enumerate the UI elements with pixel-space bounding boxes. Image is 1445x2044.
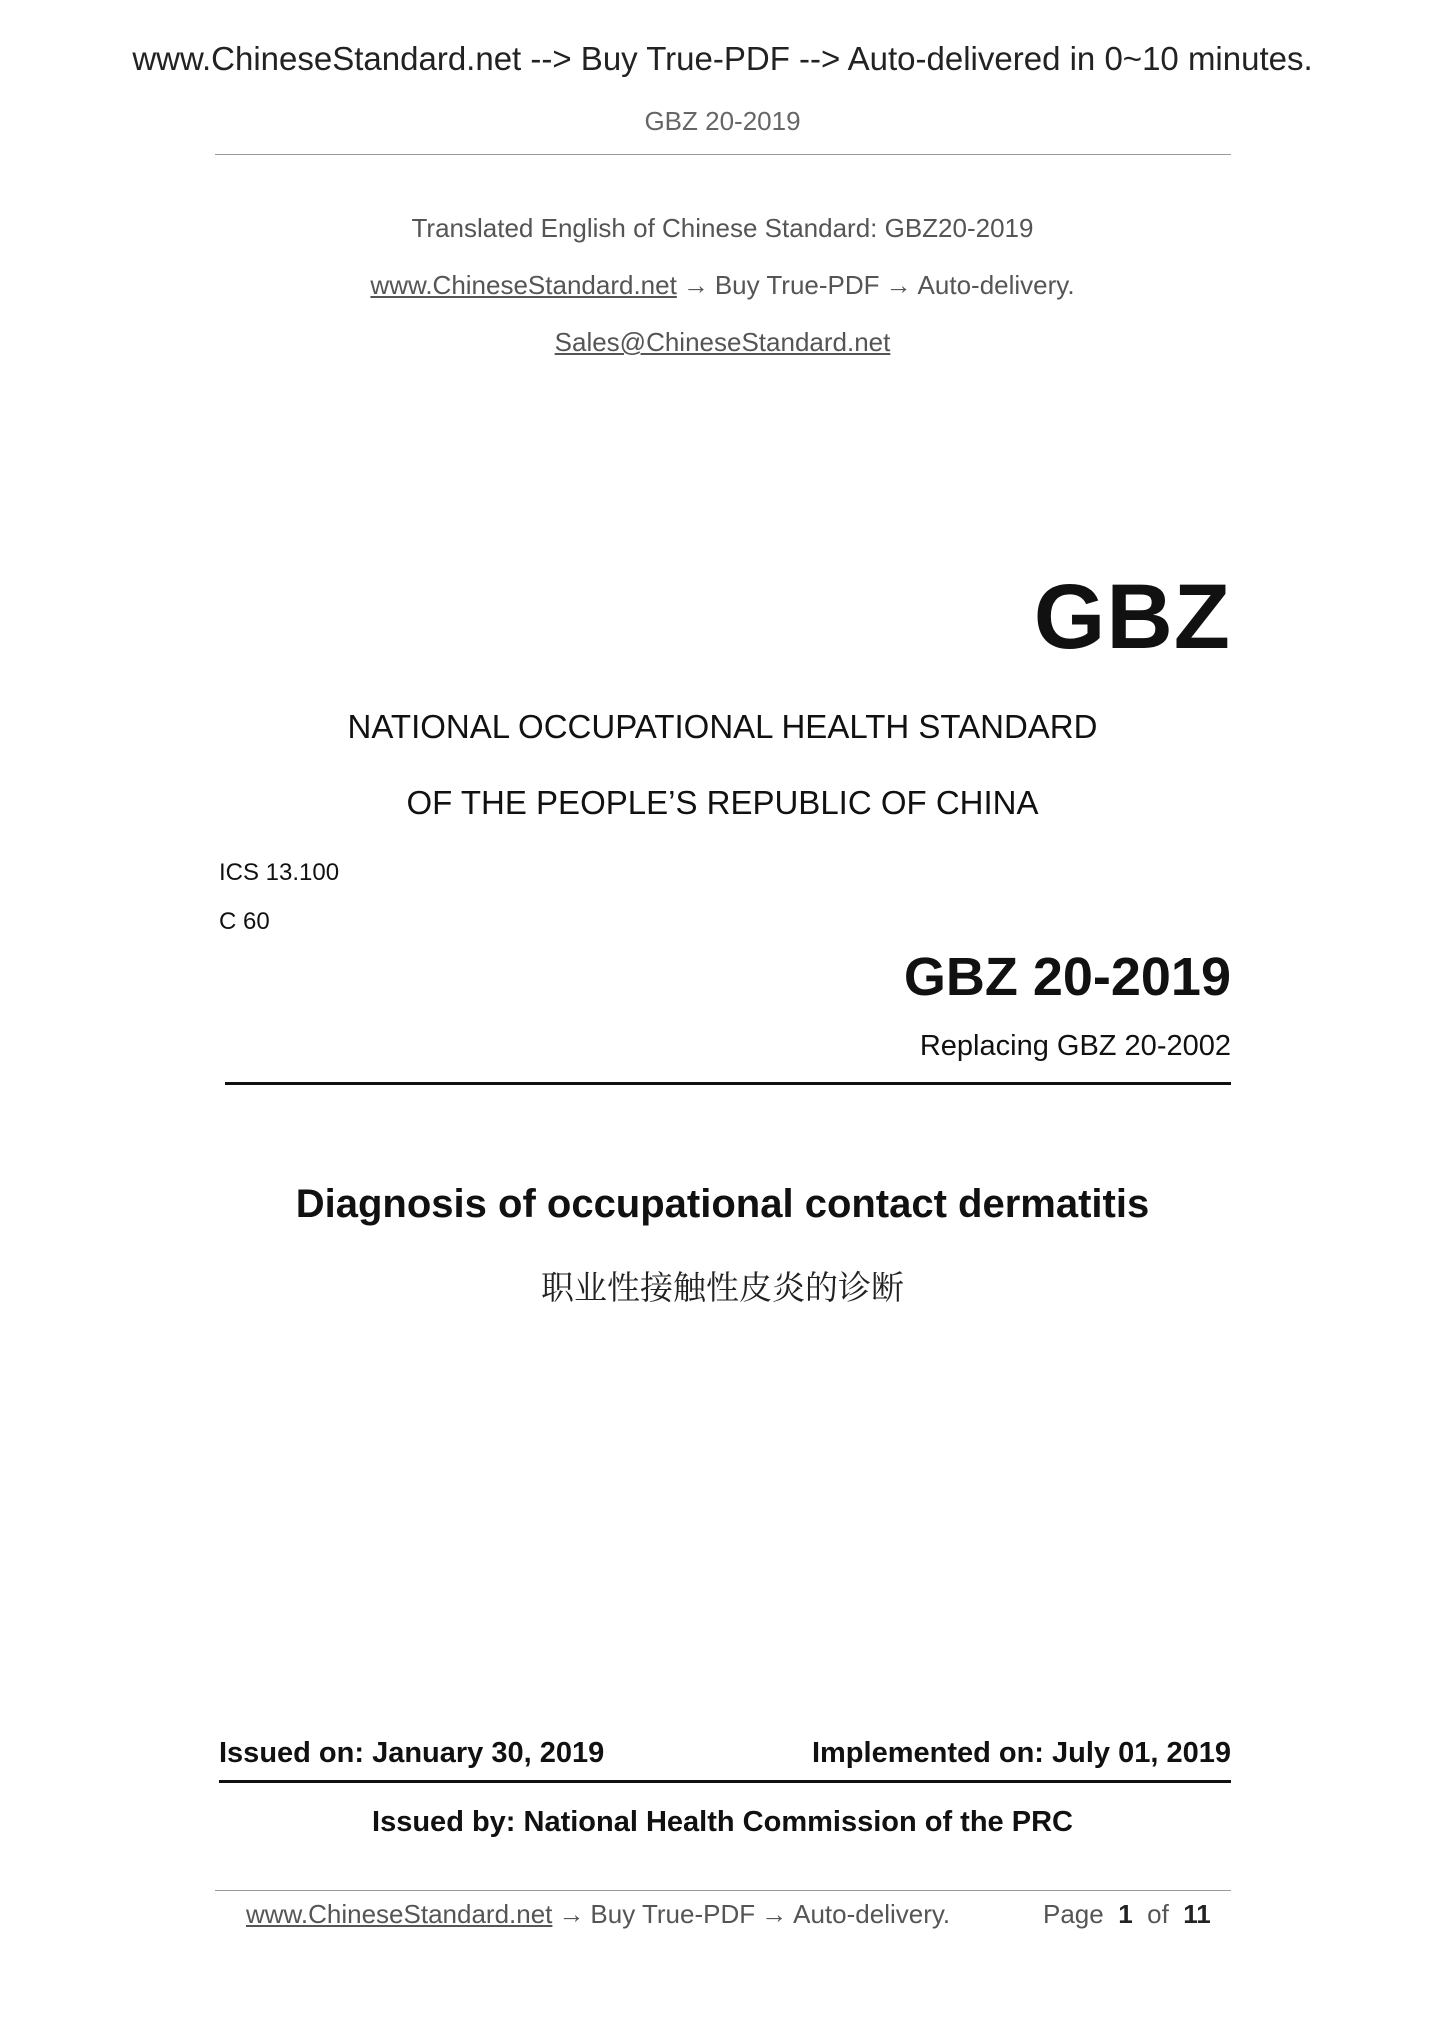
sales-email-line: [0, 327, 1445, 358]
standard-number: GBZ 20-2019: [903, 947, 1231, 1007]
delivery-text: Auto-delivery.: [917, 270, 1075, 300]
national-standard-line1: NATIONAL OCCUPATIONAL HEALTH STANDARD: [347, 708, 1098, 745]
top-banner: www.ChineseStandard.net --> Buy True-PDF --> Auto-delivered in 0~10 minutes.: [132, 40, 1313, 77]
purchase-line: [0, 270, 1445, 301]
arrow-right-icon: →: [558, 1899, 585, 1929]
header-standard-code: GBZ 20-2019: [644, 106, 801, 136]
standard-number-divider: [225, 1082, 1231, 1085]
national-standard-line2: OF THE PEOPLE’S REPUBLIC OF CHINA: [406, 784, 1039, 821]
ccs-code: C 60: [219, 908, 270, 935]
buy-text: Buy True-PDF: [714, 270, 880, 300]
replacing-standard: Replacing GBZ 20-2002: [919, 1030, 1231, 1062]
issued-on-date: Issued on: January 30, 2019: [219, 1737, 605, 1769]
site-link[interactable]: www.ChineseStandard.net: [370, 270, 677, 300]
arrow-right-icon: →: [885, 270, 912, 300]
dates-divider: [219, 1780, 1231, 1783]
document-title-english: Diagnosis of occupational contact dermatitis: [295, 1182, 1150, 1226]
page-total: 11: [1183, 1899, 1211, 1929]
implemented-on-date: Implemented on: July 01, 2019: [811, 1737, 1231, 1769]
footer-site-link[interactable]: www.ChineseStandard.net: [246, 1899, 553, 1929]
issued-by: Issued by: National Health Commission of the PRC: [372, 1806, 1073, 1838]
footer-buy-text: Buy True-PDF: [590, 1899, 756, 1929]
arrow-right-icon: →: [761, 1899, 788, 1929]
page-label: Page: [1043, 1899, 1104, 1929]
footer-purchase-line: [246, 1899, 950, 1930]
page-of: of: [1147, 1899, 1169, 1929]
footer-delivery-text: Auto-delivery.: [793, 1899, 951, 1929]
ics-code: ICS 13.100: [219, 859, 340, 886]
gbz-logo-text: GBZ: [1033, 566, 1231, 668]
header-divider: [215, 154, 1231, 155]
footer-divider: [215, 1890, 1231, 1891]
translation-line: Translated English of Chinese Standard: GBZ20-2019: [411, 213, 1034, 243]
page-current: 1: [1118, 1899, 1133, 1929]
page-indicator: [1043, 1899, 1211, 1930]
sales-email-link[interactable]: Sales@ChineseStandard.net: [554, 327, 891, 357]
document-title-chinese: 职业性接触性皮炎的诊断: [541, 1268, 904, 1307]
arrow-right-icon: →: [682, 270, 709, 300]
